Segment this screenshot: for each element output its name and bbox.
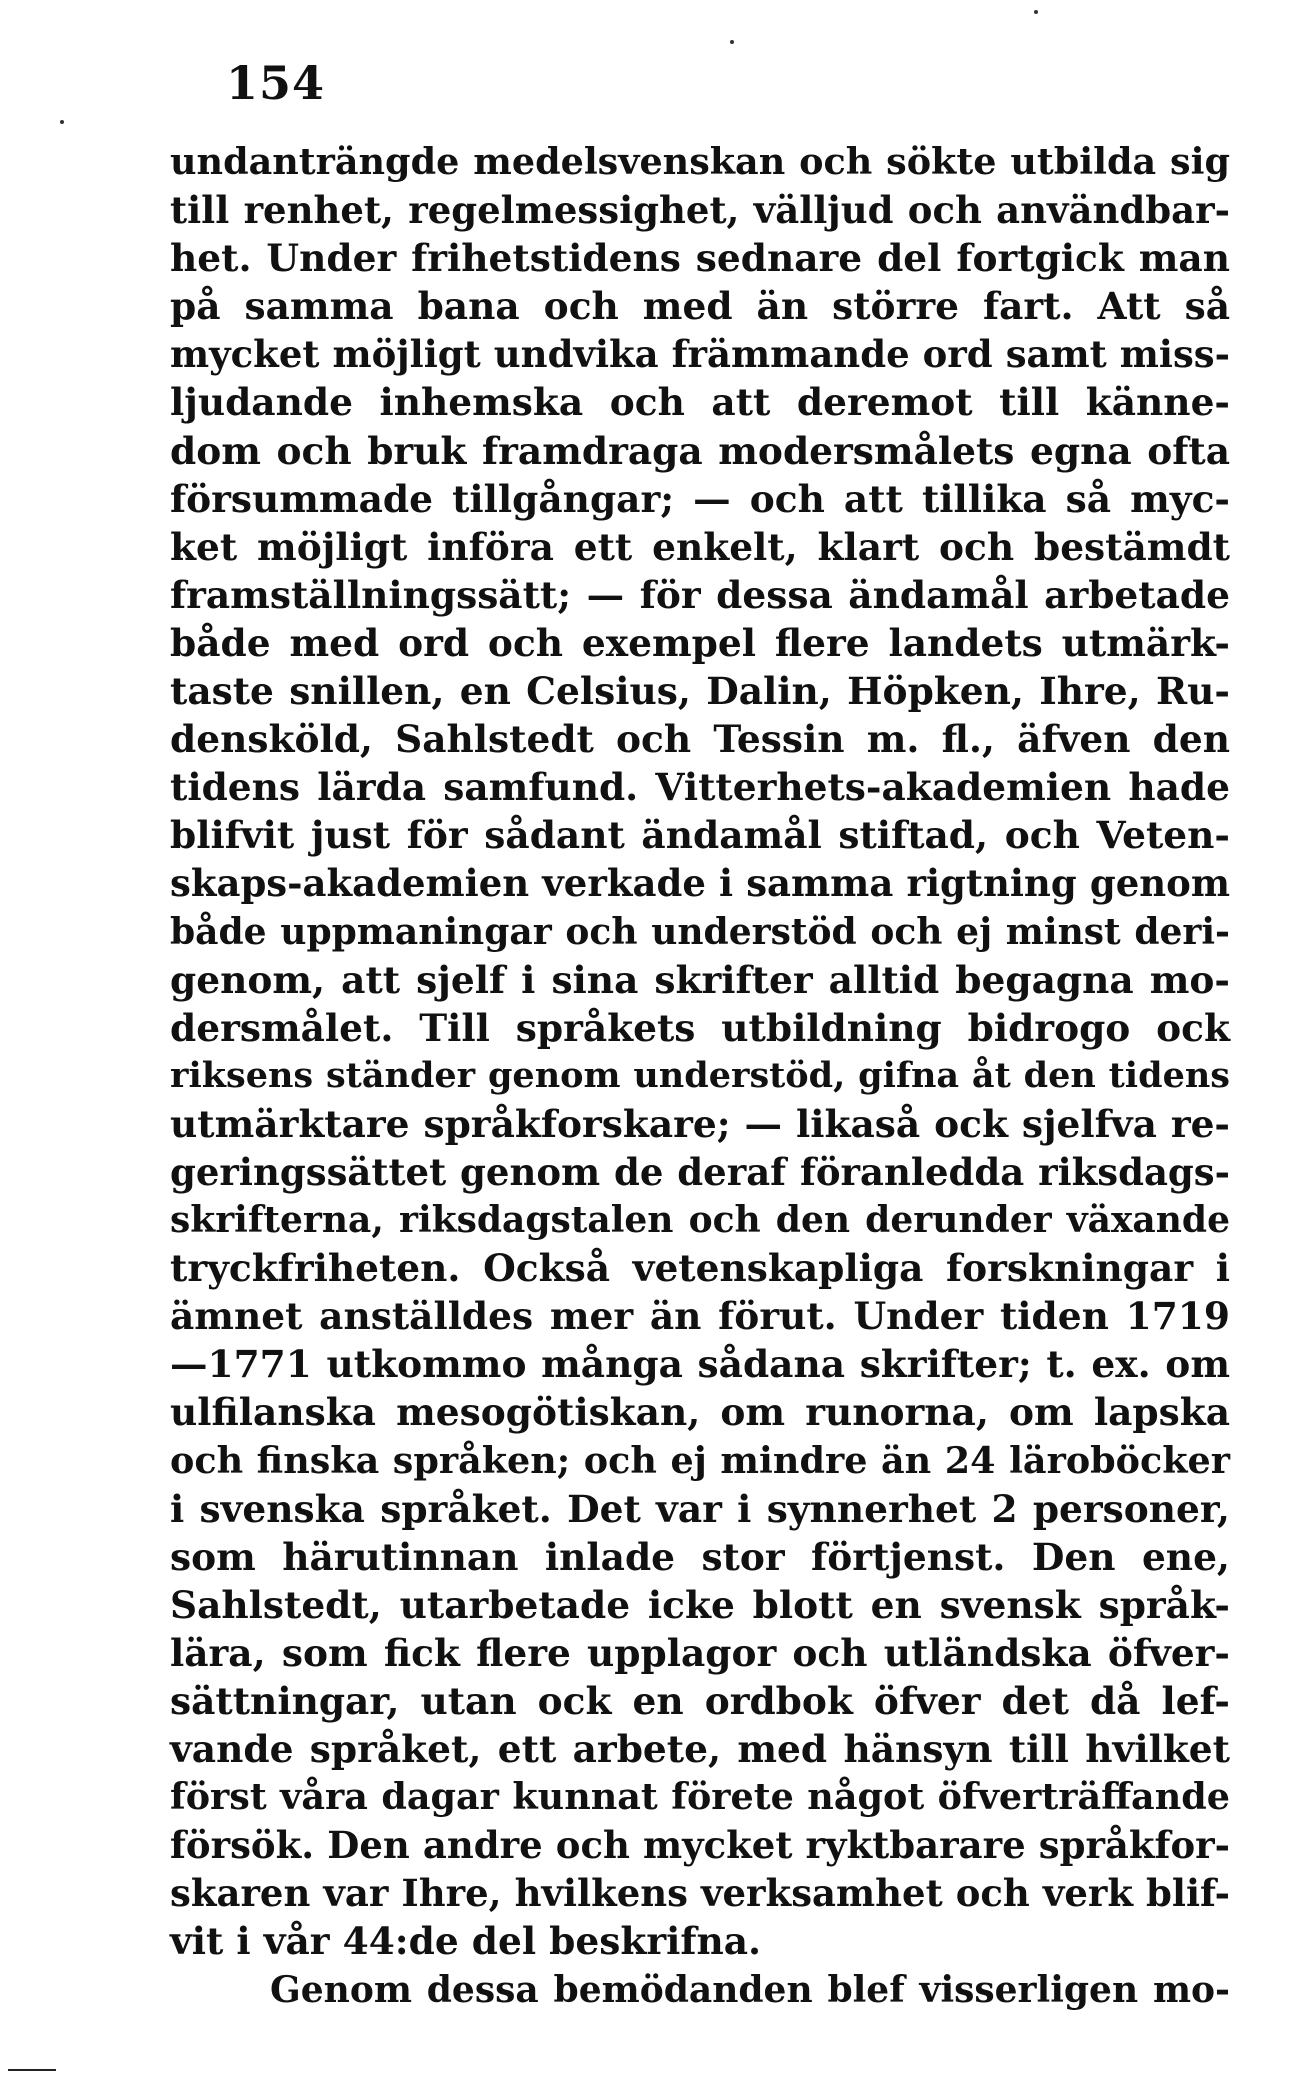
text-line: geringssättet genom de deraf föranledda riksdags- xyxy=(170,1149,1230,1194)
print-speck xyxy=(1034,10,1038,14)
text-line: densköld, Sahlstedt och Tessin m. fl., äfven den xyxy=(170,717,1230,762)
text-line: försummade tillgångar; — och att tillika så myc- xyxy=(170,476,1230,521)
text-line: både uppmaningar och understöd och ej minst deri- xyxy=(170,910,1230,953)
print-speck xyxy=(730,40,734,44)
text-line: vande språket, ett arbete, med hänsyn till hvilket xyxy=(170,1727,1230,1772)
margin-rule xyxy=(8,2069,56,2071)
text-line: i svenska språket. Det var i synnerhet 2 personer, xyxy=(170,1486,1230,1531)
text-line: sättningar, utan ock en ordbok öfver det då lef- xyxy=(170,1679,1230,1723)
text-line: —1771 utkommo många sådana skrifter; t. ex. om xyxy=(170,1342,1230,1387)
body-text xyxy=(170,138,1230,2014)
text-line: genom, att sjelf i sina skrifter alltid begagna mo- xyxy=(170,957,1230,1002)
text-line: lära, som fick flere upplagor och utländska öfver- xyxy=(170,1630,1230,1675)
text-line: utmärktare språkforskare; — likaså ock sjelfva re- xyxy=(170,1101,1230,1146)
text-line: på samma bana och med än större fart. Att så xyxy=(170,284,1230,329)
text-line: och finska språken; och ej mindre än 24 läroböcker xyxy=(170,1438,1230,1482)
paragraph-start-line: Genom dessa bemödanden blef visserligen mo- xyxy=(270,1968,1230,2011)
text-line: ämnet anställdes mer än förut. Under tiden 1719 xyxy=(170,1294,1230,1339)
text-line: taste snillen, en Celsius, Dalin, Höpken, Ihre, Ru- xyxy=(170,669,1230,714)
paragraph-end-line: vit i vår 44:de del beskrifna. xyxy=(170,1919,762,1964)
text-line: riksens ständer genom understöd, gifna åt den tidens xyxy=(170,1054,1230,1096)
text-line: undanträngde medelsvenskan och sökte utbilda sig xyxy=(170,140,1230,183)
text-line: ljudande inhemska och att deremot till känne- xyxy=(170,380,1230,425)
page-number: 154 xyxy=(226,56,326,110)
text-line: tidens lärda samfund. Vitterhets-akademien hade xyxy=(170,765,1230,810)
text-line: till renhet, regelmessighet, välljud och användbar- xyxy=(170,188,1230,233)
text-line: skaps-akademien verkade i samma rigtning genom xyxy=(170,861,1230,906)
text-line: Sahlstedt, utarbetade icke blott en svensk språk- xyxy=(170,1582,1230,1627)
text-line: ket möjligt införa ett enkelt, klart och bestämdt xyxy=(170,524,1230,569)
text-line: dom och bruk framdraga modersmålets egna ofta xyxy=(170,428,1230,473)
text-line: först våra dagar kunnat förete något öfverträffande xyxy=(170,1775,1230,1819)
text-line: både med ord och exempel flere landets utmärk- xyxy=(170,620,1230,665)
text-line: mycket möjligt undvika främmande ord samt miss- xyxy=(170,332,1230,377)
text-line: skaren var Ihre, hvilkens verksamhet och verk blif- xyxy=(170,1871,1230,1916)
text-line: het. Under frihetstidens sednare del fortgick man xyxy=(170,236,1230,281)
text-line: tryckfriheten. Också vetenskapliga forskningar i xyxy=(170,1246,1230,1291)
text-line: dersmålet. Till språkets utbildning bidrogo ock xyxy=(170,1005,1230,1050)
text-line: blifvit just för sådant ändamål stiftad, och Veten- xyxy=(170,813,1230,858)
text-line: skrifterna, riksdagstalen och den derunder växande xyxy=(170,1199,1230,1242)
text-line: försök. Den andre och mycket ryktbarare språkfor- xyxy=(170,1823,1230,1868)
print-speck xyxy=(60,120,64,124)
text-line: ulfilanska mesogötiskan, om runorna, om lapska xyxy=(170,1390,1230,1435)
text-line: som härutinnan inlade stor förtjenst. Den ene, xyxy=(170,1534,1230,1579)
text-line: framställningssätt; — för dessa ändamål arbetade xyxy=(170,572,1230,617)
